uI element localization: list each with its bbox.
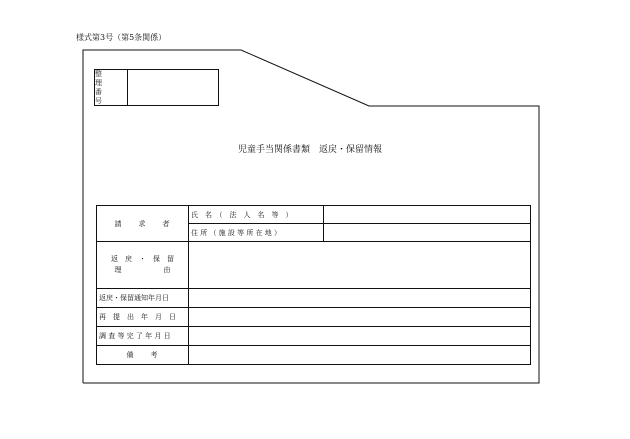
- reason-label: [97, 242, 189, 289]
- address-label: 住 所 （ 施 設 等 所 在 地 ）: [189, 224, 324, 242]
- seiri-label-line1: 整 理: [95, 69, 117, 87]
- table-row: [97, 327, 531, 346]
- reason-label-line1: 返 戻 ・ 保 留: [111, 255, 174, 263]
- table-row: [97, 289, 531, 308]
- name-label: 氏 名 （ 法 人 名 等 ）: [189, 206, 324, 224]
- resubmit-date-label: 再 提 出 年 月 日: [97, 308, 189, 327]
- table-row: [97, 346, 531, 365]
- applicant-label: 請 求 者: [97, 206, 189, 242]
- reason-value[interactable]: [189, 242, 531, 289]
- table-row: [97, 206, 531, 224]
- address-value[interactable]: [324, 224, 531, 242]
- seiri-number-label: [95, 70, 128, 105]
- name-value[interactable]: [324, 206, 531, 224]
- seiri-number-box: [94, 69, 219, 106]
- document-title: 児童手当関係書類 返戻・保留情報: [238, 145, 383, 155]
- form-number: 様式第3号（第5条関係）: [76, 33, 167, 42]
- resubmit-date-value[interactable]: [189, 308, 531, 327]
- notice-date-label: 返戻・保留通知年月日: [97, 289, 189, 308]
- seiri-label-line2: 番 号: [95, 87, 117, 105]
- remarks-value[interactable]: [189, 346, 531, 365]
- table-row: [97, 308, 531, 327]
- notice-date-value[interactable]: [189, 289, 531, 308]
- application-table: [96, 205, 531, 365]
- table-row: [97, 242, 531, 289]
- remarks-label: 備 考: [97, 346, 189, 365]
- reason-label-line2: 理 由: [114, 266, 171, 274]
- survey-complete-date-value[interactable]: [189, 327, 531, 346]
- survey-complete-date-label: 調 査 等 完 了 年 月 日: [97, 327, 189, 346]
